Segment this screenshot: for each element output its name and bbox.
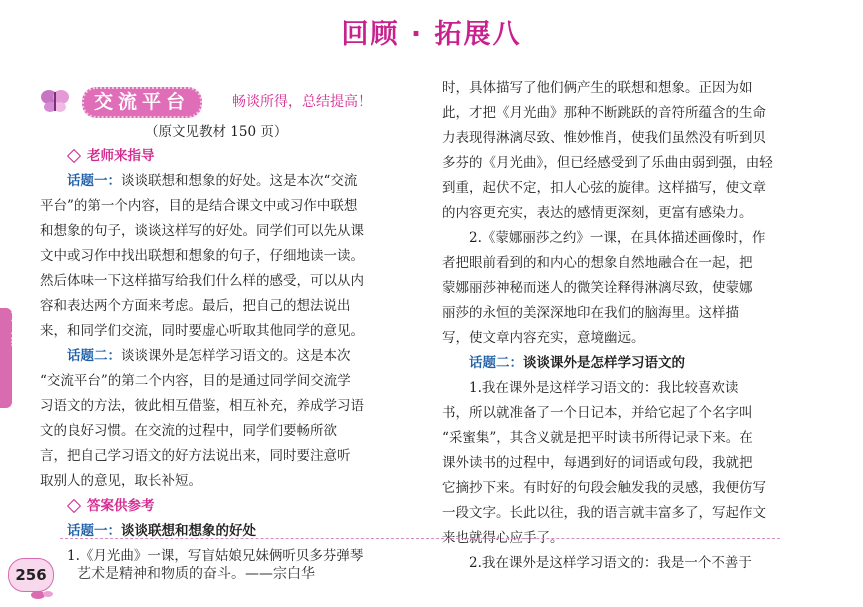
topic-text: 谈谈联想和想象的好处。这是本次“交流: [121, 173, 358, 189]
text-line: [40, 294, 351, 319]
text-line: [442, 201, 753, 226]
banner-tagline: 畅谈所得，总结提高！: [232, 94, 372, 110]
page-title: 回顾 · 拓展八: [341, 19, 522, 50]
body-text: 1.我在课外是这样学习语文的：我比较喜欢读: [469, 380, 739, 396]
text-line: [442, 401, 753, 426]
text-line: [40, 244, 364, 269]
text-line: [442, 351, 685, 376]
body-text: 2.我在课外是这样学习语文的：我是一个不善于: [469, 555, 752, 571]
footer-divider: [60, 538, 780, 539]
exchange-platform-header: [40, 86, 430, 116]
body-text: 文中或习作中找出联想和想象的句子，仔细地读一读。: [40, 248, 364, 264]
page-number-badge: 256: [8, 558, 54, 592]
body-text: 来，和同学们交流，同时要虚心听取其他同学的意见。: [40, 323, 364, 339]
body-text: 书，所以就准备了一个日记本，并给它起了个名字叫: [442, 405, 753, 421]
answer-heading: 谈谈联想和想象的好处: [121, 523, 256, 539]
text-line: [442, 326, 645, 351]
body-text: 取别人的意见，取长补短。: [40, 473, 202, 489]
text-line: [40, 219, 364, 244]
leaf-decoration-icon: [30, 588, 54, 602]
text-line: [40, 194, 357, 219]
text-line: [442, 226, 765, 251]
answer-heading: 谈谈课外是怎样学习语文的: [523, 355, 685, 371]
body-text: 此，才把《月光曲》那种不断跳跃的音符所蕴含的生命: [442, 105, 766, 121]
text-line: [442, 301, 739, 326]
body-text: 课外读书的过程中，每遇到好的词语或句段，我就把: [442, 455, 753, 471]
chapter-side-tab: [0, 308, 23, 408]
butterfly-icon: [40, 88, 70, 114]
body-text: 习语文的方法，彼此相互借鉴，相互补充，养成学习语: [40, 398, 364, 414]
text-line: [40, 169, 357, 194]
body-text: 2.《蒙娜丽莎之约》一课，在具体描述画像时，作: [469, 230, 766, 246]
topic-label: 话题二：: [67, 348, 121, 364]
body-text: 来也就得心应手了。: [442, 530, 564, 546]
text-line: [40, 394, 364, 419]
body-text: 文的良好习惯。在交流的过程中，同学们要畅所欲: [40, 423, 337, 439]
text-line: [40, 369, 351, 394]
topic-label: 话题二：: [469, 355, 523, 371]
topic-label: 话题一：: [67, 523, 121, 539]
text-line: [442, 426, 753, 451]
text-line: [40, 319, 364, 344]
body-text: 的内容更充实，表达的感情更深刻，更富有感染力。: [442, 205, 753, 221]
text-line: [442, 101, 766, 126]
text-line: [40, 144, 155, 169]
body-text: 1.《月光曲》一课，写盲姑娘兄妹俩听贝多芬弹琴: [67, 548, 364, 564]
text-line: [40, 269, 364, 294]
section-heading: 答案供参考: [87, 498, 155, 514]
text-line: [442, 476, 766, 501]
body-text: 它摘抄下来。有时好的句段会触发我的灵感，我便仿写: [442, 480, 766, 496]
side-tab-label: 第八组: [8, 308, 23, 347]
body-text: 和想象的句子，谈谈这样写的好处。同学们可以先从课: [40, 223, 364, 239]
text-line: [442, 276, 753, 301]
body-text: 者把眼前看到的和内心的想象自然地融合在一起，把: [442, 255, 753, 271]
body-text: 丽莎的永恒的美深深地印在我们的脑海里。这样描: [442, 305, 739, 321]
exchange-platform-banner: 交流平台: [82, 87, 202, 118]
body-text: “交流平台”的第二个内容，目的是通过同学间交流学: [40, 373, 351, 389]
text-line: [442, 76, 753, 101]
topic-text: 谈谈课外是怎样学习语文的。这是本次: [121, 348, 351, 364]
body-text: 时，具体描写了他们俩产生的联想和想象。正因为如: [442, 80, 753, 96]
topic-label: 话题一：: [67, 173, 121, 189]
text-line: [442, 376, 738, 401]
text-line: [442, 501, 766, 526]
section-heading: 老师来指导: [87, 148, 155, 164]
body-text: 平台”的第一个内容，目的是结合课文中或习作中联想: [40, 198, 358, 214]
diamond-bullet-icon: [67, 149, 81, 163]
text-line: [442, 176, 766, 201]
body-text: 言，把自己学习语文的好方法说出来，同时要注意听: [40, 448, 351, 464]
body-text: 多芬的《月光曲》，但已经感受到了乐曲由弱到强，由轻: [442, 155, 773, 171]
footer-quote: 艺术是精神和物质的奋斗。——宗白华: [77, 566, 315, 582]
body-text: 蒙娜丽莎神秘而迷人的微笑诠释得淋漓尽致，使蒙娜: [442, 280, 753, 296]
text-line: [40, 344, 351, 369]
text-line: [442, 451, 753, 476]
body-text: 容和表达两个方面来考虑。最后，把自己的想法说出: [40, 298, 351, 314]
diamond-bullet-icon: [67, 499, 81, 513]
body-text: 然后体味一下这样描写给我们什么样的感受，可以从内: [40, 273, 364, 289]
body-text: 到重，起伏不定，扣人心弦的旋律。这样描写，使文章: [442, 180, 766, 196]
text-line: [40, 419, 337, 444]
text-line: [40, 469, 202, 494]
text-line: [442, 551, 752, 576]
text-line: [442, 251, 753, 276]
body-text: 力表现得淋漓尽致、惟妙惟肖，使我们虽然没有听到贝: [442, 130, 766, 146]
body-text: 写，使文章内容充实，意境幽远。: [442, 330, 645, 346]
text-line: [442, 151, 773, 176]
body-text: “采蜜集”，其含义就是把平时读书所得记录下来。在: [442, 430, 753, 446]
text-line: [442, 126, 766, 151]
text-line: [40, 444, 351, 469]
text-line: [40, 519, 256, 544]
source-note: （原文见教材 150 页）: [145, 124, 288, 140]
text-line: [40, 494, 155, 519]
body-text: 一段文字。长此以往，我的语言就丰富多了，写起作文: [442, 505, 766, 521]
